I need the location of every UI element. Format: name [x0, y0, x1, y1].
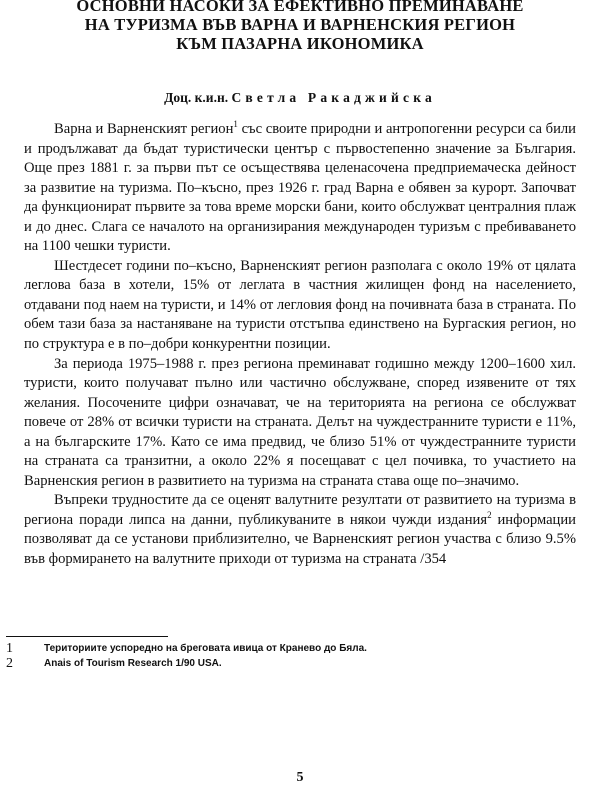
article-body	[24, 120, 576, 570]
paragraph-text: Варна и Варненският регион	[54, 121, 234, 137]
footnote-item	[6, 656, 586, 671]
title-line-2: НА ТУРИЗМА ВЪВ ВАРНА И ВАРНЕНСКИЯ РЕГИОН	[84, 15, 516, 34]
title-line-1: ОСНОВНИ НАСОКИ ЗА ЕФЕКТИВНО ПРЕМИНАВАНЕ	[76, 0, 524, 15]
article-title	[20, 0, 580, 53]
paragraph-text: със своите природни и антропогенни ресурси са били и продължават да бъдат туристически център с първостепенно значение за България. Още през 1881 г. за първи път се осъществява целенасочена предприемаческа дейност за развитие на туризма. По–късно, през 1926 г. град Варна е обявен за курорт. Започват да функционират първите за това време морски бани, които обслужват централния плаж и до днес. Слага се началото на организирания международен туризъм с пребиваването на 1100 чешки туристи.	[24, 121, 576, 255]
paragraph: За периода 1975–1988 г. през региона преминават годишно между 1200–1600 хил. туристи, които получават пълно или частично обслужване, според изявените от тях желания. Посочените цифри означават, че на територията на региона се обслужват повече от 28% от всички туристи на страната. Делът на чуждестранните туристи е 11%, а на българските 17%. Като се има предвид, че близо 51% от чуждестранните туристи на страната са транзитни, а около 22% я посещават с цел почивка, то участието на Варненския регион в развитието на туризма на страната става още по–значимо.	[24, 355, 576, 489]
paragraph	[24, 120, 576, 257]
paragraph-text: Въпреки трудностите да се оценят валутните резултати от развитието на туризма в региона поради липса на данни, публикуваните в някои чужди издания	[24, 492, 576, 528]
page-number: 5	[296, 770, 304, 785]
footnote-text: Териториите успоредно на бреговата ивица от Кранево до Бяла.	[44, 643, 367, 654]
footnotes	[6, 641, 586, 671]
footnote-number: 1	[6, 641, 13, 656]
paragraph: Шестдесет години по–късно, Варненският регион разполага с около 19% от цялата леглова база в хотели, 15% от леглата в частния жилищен фонд на населението, отдавани под наем на туристи, и 14% от легловия фонд на почивната база в страната. По обем тази база за настаняване на туристи отстъпва единствено на Бургаския регион, но по структура е в по–добри конкурентни позиции.	[24, 257, 576, 353]
author-name: Светла Ракаджийска	[231, 90, 436, 105]
paragraph-text: информации позволяват да се установи приблизително, че Варненският регион участва с близо 9.5% във формирането на валутните приходи от туризма на страната /354	[24, 511, 576, 568]
footnote-number: 2	[6, 656, 13, 671]
footnote-marker: 2	[487, 509, 492, 520]
author-prefix: Доц. к.и.н.	[164, 90, 229, 105]
paragraph	[24, 491, 576, 569]
footnote-item	[6, 641, 586, 656]
author-line	[0, 90, 600, 106]
title-line-3: КЪМ ПАЗАРНА ИКОНОМИКА	[176, 34, 424, 53]
footnote-separator	[6, 636, 168, 637]
footnote-marker: 1	[233, 119, 238, 129]
footnote-text: Anais of Tourism Research 1/90 USA.	[44, 658, 222, 669]
